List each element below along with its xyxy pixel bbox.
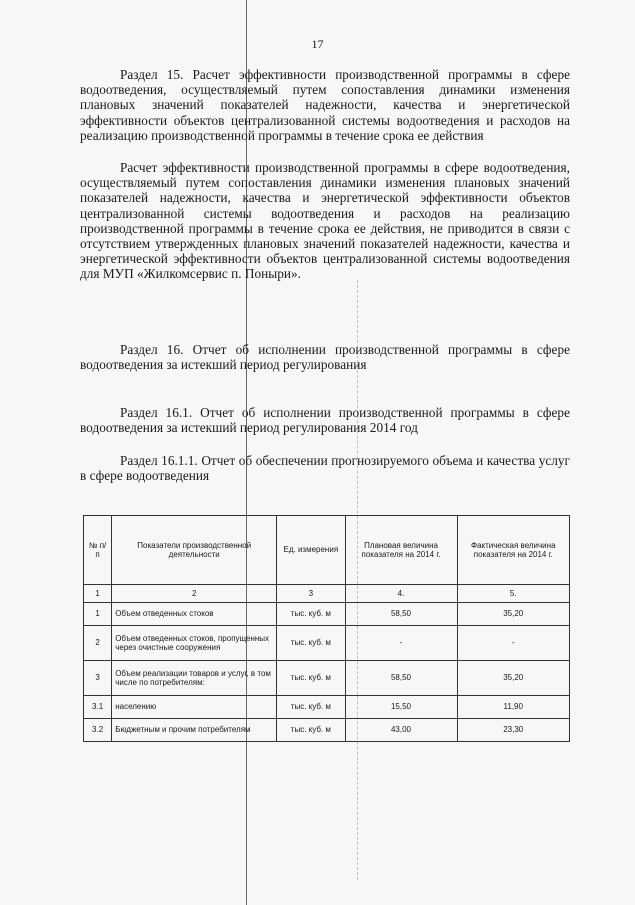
header-num: № п/п xyxy=(84,516,112,585)
table-header-row xyxy=(84,516,570,585)
section-15-body: Расчет эффективности производственной программы в сфере водоотведения, осуществляемый путем сопоставления динамики изменения плановых значений показателей надежности, качества и энергетической эффективности объектов централизованной системы водоотведения и расходов на реализацию производственной программы в течение срока ее действия, не приводится в связи с отсутствием утвержденных плановых значений показателей надежности, качества и энергетической эффективности объектов централизованной системы водоотведения для МУП «Жилкомсервис п. Поныри». xyxy=(80,160,570,282)
table-row xyxy=(84,696,570,719)
colnum-2: 2 xyxy=(112,585,277,603)
colnum-5: 5. xyxy=(457,585,569,603)
row-num: 3.2 xyxy=(84,719,112,742)
row-unit: тыс. куб. м xyxy=(277,719,345,742)
row-fact: - xyxy=(457,626,569,661)
page-number: 17 xyxy=(311,37,324,51)
section-15-heading: Раздел 15. Расчет эффективности производственной программы в сфере водоотведения, осуществляемый путем сопоставления динамики изменения плановых значений показателей надежности, качества и энергетической эффективности объектов централизованной системы водоотведения и расходов на реализацию производственной программы в течение срока ее действия xyxy=(80,67,570,143)
row-unit: тыс. куб. м xyxy=(277,696,345,719)
section-16-1-heading: Раздел 16.1. Отчет об исполнении производственной программы в сфере водоотведения за истекший период регулирования 2014 год xyxy=(80,405,570,436)
row-plan: 15,50 xyxy=(345,696,457,719)
colnum-1: 1 xyxy=(84,585,112,603)
row-fact: 23,30 xyxy=(457,719,569,742)
table-row xyxy=(84,719,570,742)
row-unit: тыс. куб. м xyxy=(277,603,345,626)
row-fact: 35,20 xyxy=(457,603,569,626)
row-num: 1 xyxy=(84,603,112,626)
row-num: 3 xyxy=(84,661,112,696)
colnum-3: 3 xyxy=(277,585,345,603)
row-unit: тыс. куб. м xyxy=(277,661,345,696)
section-16-heading: Раздел 16. Отчет об исполнении производственной программы в сфере водоотведения за истекший период регулирования xyxy=(80,342,570,373)
row-indicator: Бюджетным и прочим потребителям xyxy=(112,719,277,742)
column-number-row xyxy=(84,585,570,603)
colnum-4: 4. xyxy=(345,585,457,603)
row-fact: 11,90 xyxy=(457,696,569,719)
section-16-1-1-heading: Раздел 16.1.1. Отчет об обеспечении прогнозируемого объема и качества услуг в сфере водоотведения xyxy=(80,453,570,484)
row-plan: 58,50 xyxy=(345,661,457,696)
header-plan: Плановая величина показателя на 2014 г. xyxy=(345,516,457,585)
row-num: 2 xyxy=(84,626,112,661)
row-indicator: населению xyxy=(112,696,277,719)
row-indicator: Объем реализации товаров и услуг, в том числе по потребителям: xyxy=(112,661,277,696)
table-row xyxy=(84,626,570,661)
row-indicator: Объем отведенных стоков xyxy=(112,603,277,626)
row-plan: 58,50 xyxy=(345,603,457,626)
row-fact: 35,20 xyxy=(457,661,569,696)
row-plan: 43,00 xyxy=(345,719,457,742)
row-indicator: Объем отведенных стоков, пропущенных через очистные сооружения xyxy=(112,626,277,661)
header-indicator: Показатели производственной деятельности xyxy=(112,516,277,585)
row-num: 3.1 xyxy=(84,696,112,719)
report-table xyxy=(83,515,570,742)
table-row xyxy=(84,603,570,626)
row-unit: тыс. куб. м xyxy=(277,626,345,661)
table-row xyxy=(84,661,570,696)
header-unit: Ед. измерения xyxy=(277,516,345,585)
row-plan: - xyxy=(345,626,457,661)
header-fact: Фактическая величина показателя на 2014 г. xyxy=(457,516,569,585)
